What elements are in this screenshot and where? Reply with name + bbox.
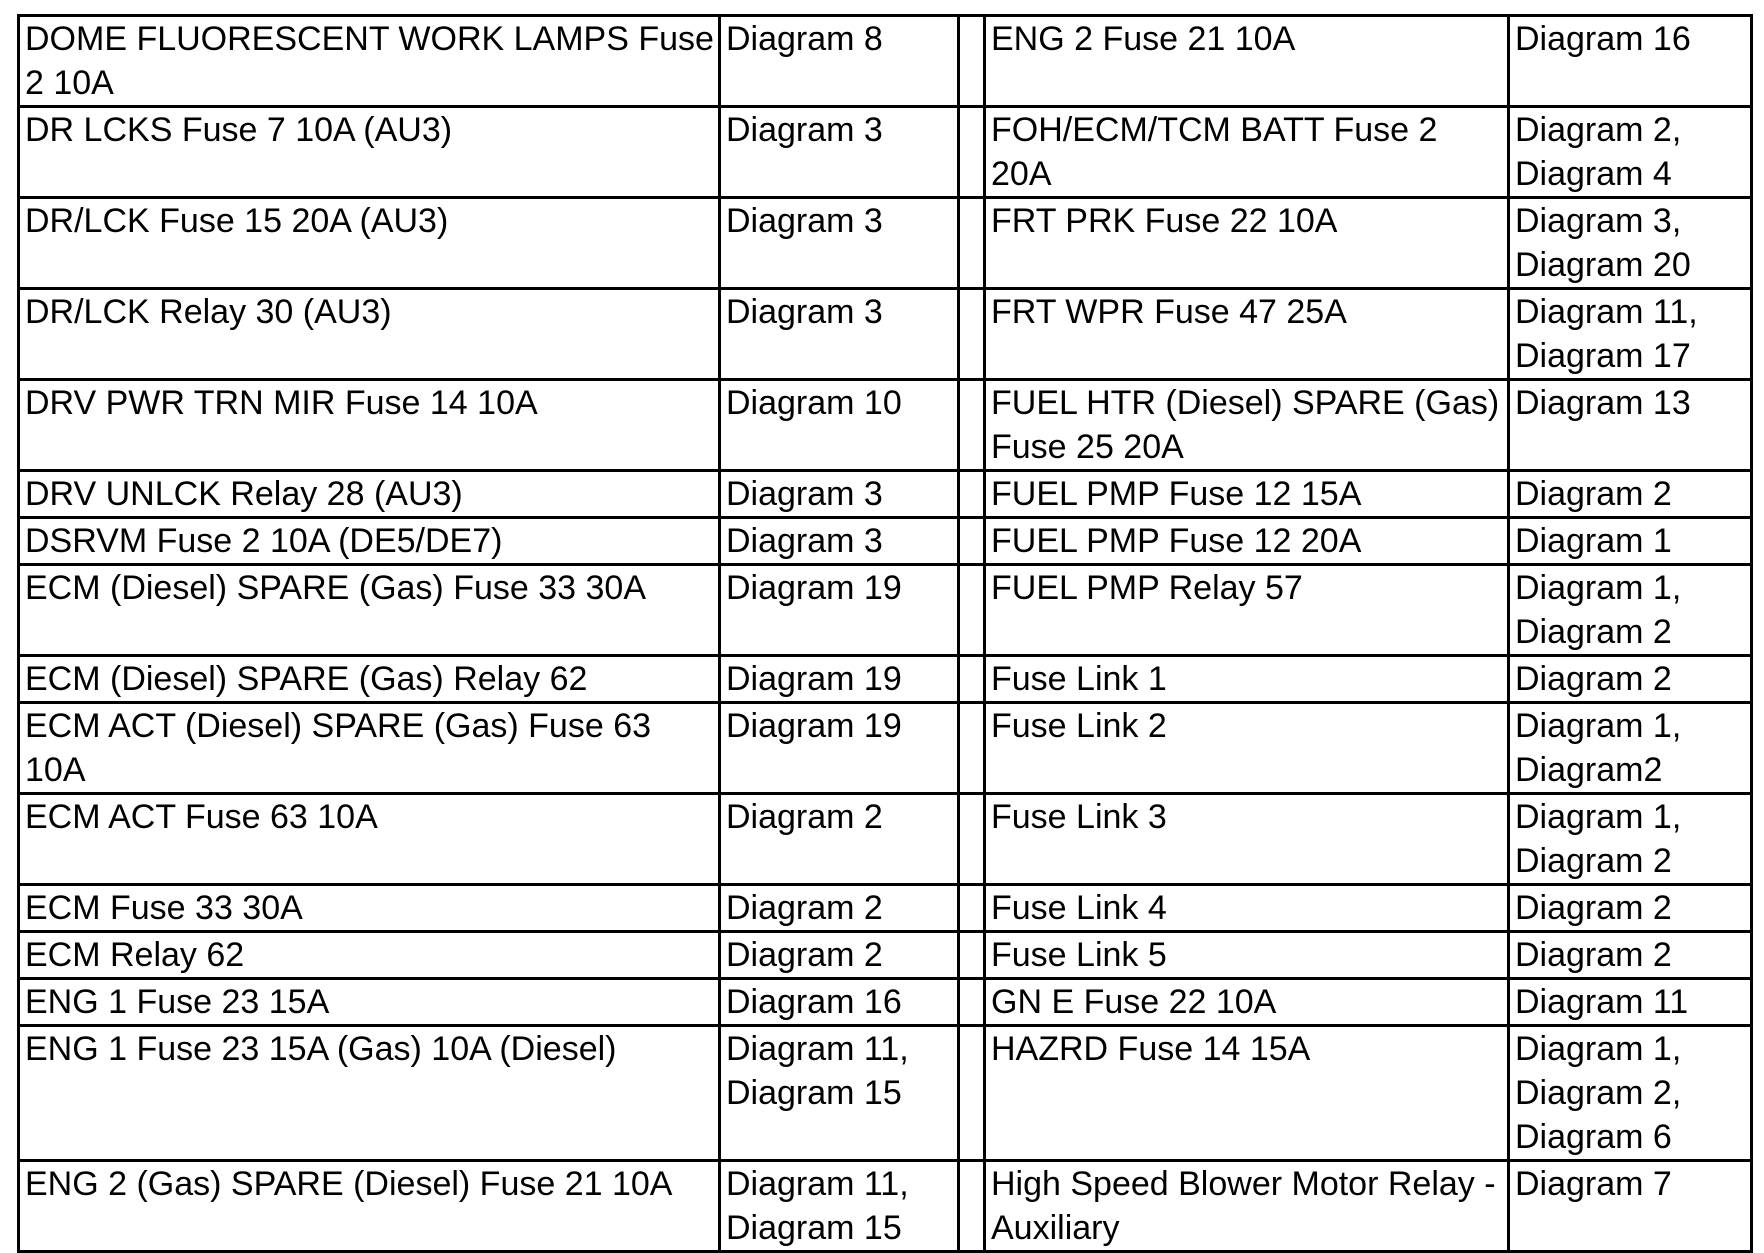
right-item-cell [985,518,1509,565]
left-item-text: DOME FLUORESCENT WORK LAMPS Fuse 2 10A [25,20,714,102]
left-diagram-text: Diagram 3 [726,202,883,240]
left-item-cell [19,565,720,656]
right-item-text: Fuse Link 1 [991,660,1167,698]
left-diagram-text: Diagram 2 [726,889,883,927]
right-item-text: FRT PRK Fuse 22 10A [991,202,1338,240]
right-diagram-text: Diagram 2 [1515,475,1672,513]
left-item-cell [19,289,720,380]
table-row [19,979,1752,1026]
right-item-text: FUEL PMP Relay 57 [991,569,1303,607]
right-item-cell [985,794,1509,885]
table-row [19,1161,1752,1252]
fuse-index-table [17,14,1753,1253]
left-item-text: DR/LCK Relay 30 (AU3) [25,293,392,331]
left-diagram-text: Diagram 3 [726,293,883,331]
table-row [19,656,1752,703]
table-row [19,16,1752,107]
left-item-cell [19,979,720,1026]
column-gap-cell [959,380,985,471]
right-item-cell [985,380,1509,471]
right-diagram-cell [1509,289,1752,380]
left-item-cell [19,656,720,703]
right-diagram-text: Diagram 16 [1515,20,1691,58]
left-diagram-text: Diagram 2 [726,798,883,836]
left-item-cell [19,885,720,932]
left-item-cell [19,703,720,794]
left-item-cell [19,107,720,198]
right-diagram-cell [1509,471,1752,518]
right-diagram-text: Diagram 7 [1515,1165,1672,1203]
column-gap-cell [959,1026,985,1161]
left-diagram-cell [720,703,959,794]
left-item-cell [19,471,720,518]
column-gap-cell [959,289,985,380]
right-item-text: High Speed Blower Motor Relay - Auxiliary [991,1165,1496,1247]
right-item-text: GN E Fuse 22 10A [991,983,1277,1021]
right-diagram-cell [1509,885,1752,932]
left-diagram-cell [720,979,959,1026]
right-diagram-cell [1509,565,1752,656]
right-item-cell [985,107,1509,198]
left-item-cell [19,794,720,885]
column-gap-cell [959,471,985,518]
right-diagram-text: Diagram 1, Diagram 2, Diagram 6 [1515,1030,1682,1156]
right-item-cell [985,979,1509,1026]
column-gap-cell [959,107,985,198]
right-diagram-text: Diagram 2 [1515,889,1672,927]
table-row [19,380,1752,471]
left-diagram-cell [720,932,959,979]
left-diagram-text: Diagram 3 [726,522,883,560]
right-diagram-text: Diagram 1, Diagram 2 [1515,798,1682,880]
table-row [19,932,1752,979]
left-item-cell [19,932,720,979]
right-diagram-cell [1509,794,1752,885]
right-diagram-text: Diagram 2 [1515,936,1672,974]
left-diagram-cell [720,1161,959,1252]
left-item-text: DSRVM Fuse 2 10A (DE5/DE7) [25,522,503,560]
table-row [19,289,1752,380]
left-diagram-cell [720,794,959,885]
column-gap-cell [959,198,985,289]
left-item-text: DR/LCK Fuse 15 20A (AU3) [25,202,449,240]
right-item-text: FUEL PMP Fuse 12 20A [991,522,1362,560]
left-item-text: ENG 1 Fuse 23 15A (Gas) 10A (Diesel) [25,1030,617,1068]
left-diagram-cell [720,518,959,565]
right-item-cell [985,703,1509,794]
left-item-cell [19,1161,720,1252]
column-gap-cell [959,703,985,794]
left-diagram-cell [720,885,959,932]
column-gap-cell [959,794,985,885]
left-diagram-cell [720,471,959,518]
table-row [19,107,1752,198]
right-diagram-text: Diagram 1 [1515,522,1672,560]
column-gap-cell [959,16,985,107]
right-item-cell [985,1026,1509,1161]
left-diagram-text: Diagram 10 [726,384,902,422]
table-row [19,1026,1752,1161]
right-diagram-cell [1509,932,1752,979]
table-row [19,565,1752,656]
left-item-text: ECM Relay 62 [25,936,245,974]
table-row [19,198,1752,289]
column-gap-cell [959,885,985,932]
left-item-cell [19,16,720,107]
right-diagram-cell [1509,16,1752,107]
right-item-cell [985,885,1509,932]
right-diagram-text: Diagram 2 [1515,660,1672,698]
right-item-text: Fuse Link 4 [991,889,1167,927]
right-diagram-text: Diagram 11, Diagram 17 [1515,293,1698,375]
right-diagram-text: Diagram 2, Diagram 4 [1515,111,1682,193]
right-item-cell [985,198,1509,289]
left-item-text: ECM ACT Fuse 63 10A [25,798,378,836]
right-item-text: Fuse Link 2 [991,707,1167,745]
right-diagram-text: Diagram 3, Diagram 20 [1515,202,1691,284]
left-diagram-text: Diagram 2 [726,936,883,974]
left-item-text: ECM (Diesel) SPARE (Gas) Fuse 33 30A [25,569,646,607]
left-diagram-cell [720,198,959,289]
left-item-text: ENG 1 Fuse 23 15A [25,983,330,1021]
column-gap-cell [959,565,985,656]
table-row [19,794,1752,885]
left-diagram-cell [720,656,959,703]
column-gap-cell [959,932,985,979]
right-diagram-cell [1509,1026,1752,1161]
right-diagram-cell [1509,703,1752,794]
left-item-text: DR LCKS Fuse 7 10A (AU3) [25,111,453,149]
right-diagram-text: Diagram 1, Diagram 2 [1515,569,1682,651]
left-item-text: ECM Fuse 33 30A [25,889,303,927]
right-item-cell [985,565,1509,656]
column-gap-cell [959,1161,985,1252]
left-item-cell [19,518,720,565]
right-item-text: HAZRD Fuse 14 15A [991,1030,1311,1068]
left-item-text: DRV PWR TRN MIR Fuse 14 10A [25,384,538,422]
right-diagram-cell [1509,1161,1752,1252]
column-gap-cell [959,656,985,703]
left-diagram-text: Diagram 3 [726,111,883,149]
right-item-text: ENG 2 Fuse 21 10A [991,20,1296,58]
left-item-text: ECM (Diesel) SPARE (Gas) Relay 62 [25,660,588,698]
table-row [19,703,1752,794]
right-diagram-cell [1509,107,1752,198]
right-item-cell [985,16,1509,107]
right-item-text: FUEL PMP Fuse 12 15A [991,475,1362,513]
table-row [19,885,1752,932]
right-item-cell [985,471,1509,518]
left-diagram-cell [720,1026,959,1161]
left-diagram-text: Diagram 19 [726,660,902,698]
right-item-cell [985,1161,1509,1252]
left-diagram-text: Diagram 11, Diagram 15 [726,1165,909,1247]
right-diagram-cell [1509,518,1752,565]
right-diagram-cell [1509,198,1752,289]
left-diagram-text: Diagram 3 [726,475,883,513]
left-diagram-cell [720,107,959,198]
table-row [19,471,1752,518]
right-diagram-text: Diagram 1, Diagram2 [1515,707,1682,789]
fuse-index-table-body [19,16,1752,1252]
right-diagram-cell [1509,656,1752,703]
left-diagram-cell [720,380,959,471]
right-item-text: Fuse Link 5 [991,936,1167,974]
left-diagram-text: Diagram 8 [726,20,883,58]
left-diagram-text: Diagram 16 [726,983,902,1021]
right-item-text: FRT WPR Fuse 47 25A [991,293,1347,331]
left-item-cell [19,198,720,289]
right-diagram-text: Diagram 11 [1515,983,1689,1021]
left-item-text: ENG 2 (Gas) SPARE (Diesel) Fuse 21 10A [25,1165,673,1203]
right-item-cell [985,932,1509,979]
right-item-text: FOH/ECM/TCM BATT Fuse 2 20A [991,111,1438,193]
left-diagram-cell [720,16,959,107]
left-diagram-text: Diagram 19 [726,569,902,607]
column-gap-cell [959,518,985,565]
left-diagram-cell [720,565,959,656]
right-diagram-cell [1509,380,1752,471]
right-diagram-text: Diagram 13 [1515,384,1691,422]
left-item-cell [19,380,720,471]
left-item-text: DRV UNLCK Relay 28 (AU3) [25,475,463,513]
right-item-text: FUEL HTR (Diesel) SPARE (Gas) Fuse 25 20A [991,384,1500,466]
left-diagram-cell [720,289,959,380]
column-gap-cell [959,979,985,1026]
right-item-cell [985,289,1509,380]
right-diagram-cell [1509,979,1752,1026]
left-diagram-text: Diagram 11, Diagram 15 [726,1030,909,1112]
left-item-cell [19,1026,720,1161]
left-diagram-text: Diagram 19 [726,707,902,745]
right-item-cell [985,656,1509,703]
table-row [19,518,1752,565]
left-item-text: ECM ACT (Diesel) SPARE (Gas) Fuse 63 10A [25,707,652,789]
right-item-text: Fuse Link 3 [991,798,1167,836]
